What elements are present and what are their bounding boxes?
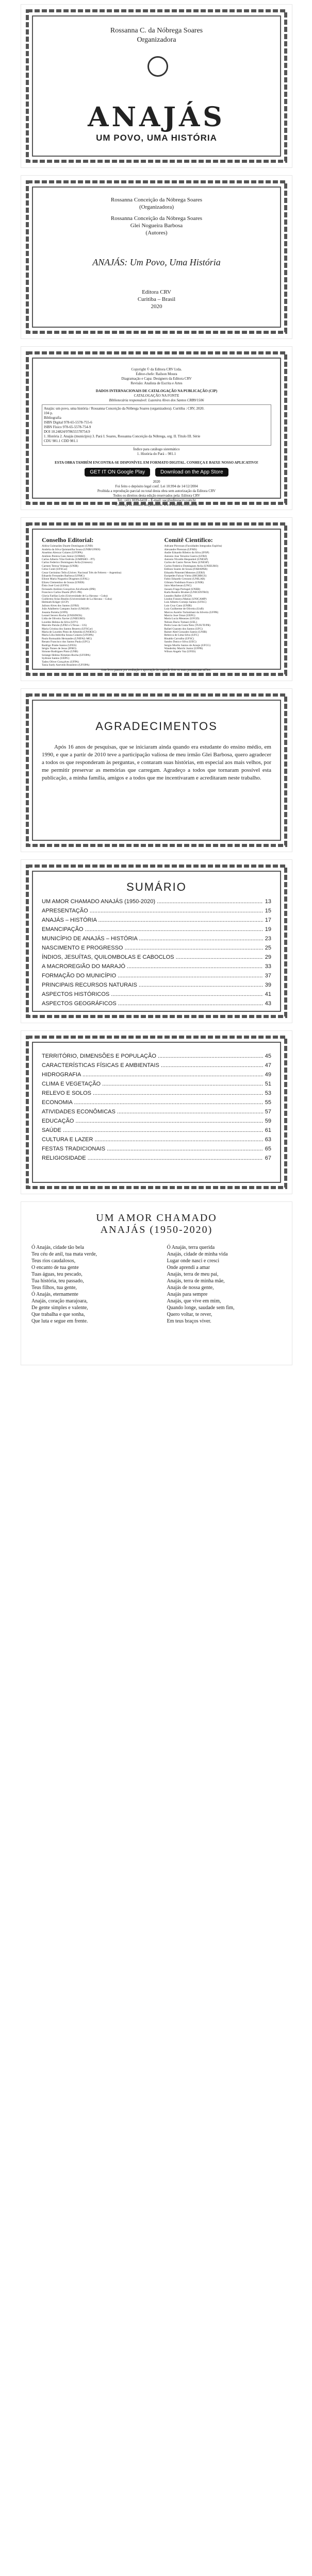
toc-entry[interactable] xyxy=(42,1070,271,1079)
scientific-member: Luis Cruz Cano (UNIR) xyxy=(164,604,192,607)
editorial-member: Maria Lília Imbiriba Sousa Colares (UFOPA) xyxy=(42,634,94,637)
scientific-member: Rinaldo Carvalho (UFSC) xyxy=(164,637,194,640)
title-role-1: (Organizadora) xyxy=(139,204,174,210)
scientific-member: Adriane Piovezan (Faculdades Integradas Espírita) xyxy=(164,545,222,548)
toc-entry[interactable] xyxy=(42,925,271,934)
index-line: 1. História do Pará – 981.1 xyxy=(137,452,176,456)
poem-line: Que trabalha e que sonha, xyxy=(31,1312,85,1317)
cover-subtitle: UM POVO, UMA HISTÓRIA xyxy=(96,133,217,143)
publisher-name: Editora CRV xyxy=(142,289,171,295)
editorial-member: Rodrigo Pratte-Santos (UFES) xyxy=(42,643,77,647)
toc-entry-page: 53 xyxy=(265,1090,271,1096)
editorial-member: Cesar Gerónimo Tello (Univer. Nacional Três de Febrero – Argentina) xyxy=(42,571,122,574)
scientific-member: Sandro Dutra e Silva (UEG) xyxy=(164,640,196,644)
toc-entry-label: EMANCIPAÇÃO ..... xyxy=(42,925,263,934)
toc-entry-label: TERRITÓRIO, DIMENSÕES E POPULAÇÃO ..... xyxy=(42,1052,263,1061)
editorial-member: Paulo Romualdo Hernandes (UNIFAL-MG) xyxy=(42,637,92,640)
poem-line: Anajás, que vive em mim, xyxy=(167,1298,221,1304)
toc-list xyxy=(42,897,271,1008)
editorial-member: João Adalberto Campato Junior (UNESP) xyxy=(42,607,89,611)
toc-page-2 xyxy=(21,1030,292,1194)
poem-line: Anajás, terra de meu pai, xyxy=(167,1272,219,1277)
toc-entry-label: MUNICÍPIO DE ANAJÁS – HISTÓRIA ..... xyxy=(42,934,263,943)
toc-entry-label: UM AMOR CHAMADO ANAJÁS (1950-2020) ..... xyxy=(42,897,263,906)
toc-entry-label: EDUCAÇÃO ..... xyxy=(42,1116,263,1126)
toc-entry-label: RELEVO E SOLOS ..... xyxy=(42,1089,263,1098)
cip-sub: CATALOGAÇÃO NA FONTE xyxy=(134,394,179,398)
toc-entry-label: APRESENTAÇÃO ..... xyxy=(42,906,263,916)
editorial-member: Tania Suely Azevedo Brasileiro (UFOPA) xyxy=(42,664,90,667)
editorial-member: Francisco Carlos Duarte (PUC-PR) xyxy=(42,591,82,595)
cip-librarian: Bibliotecária responsável: Luzenira Alves dos Santos CRB9/1506 xyxy=(109,398,204,402)
editorial-member: Celso Conti (UFSCar) xyxy=(42,568,68,571)
editorial-member: Solange Helena Ximenes-Rocha (UFOPA) xyxy=(42,653,91,657)
scientific-member: Luis Alberto Cornejo Santos (UFSC) xyxy=(164,601,207,604)
editorial-member: Helmuth Krüger (UCP) xyxy=(42,601,69,604)
publisher-year: 2020 xyxy=(151,303,162,310)
editorial-member: Antônio Pereira Gaio Júnior (UFRRJ) xyxy=(42,554,85,558)
scientific-member: Nelson Dacio Tomazi (UEL) xyxy=(164,620,198,624)
editorial-member: Marcelo Paixão (UFRJ e UTexas – US) xyxy=(42,624,87,628)
scientific-member: Gilmara Yoshihara Franco (UNIR) xyxy=(164,581,204,584)
toc-entry[interactable] xyxy=(42,971,271,980)
toc-entry-label: FORMAÇÃO DO MUNICÍPIO ..... xyxy=(42,971,263,980)
cover-role: Organizadora xyxy=(137,36,176,44)
toc-entry-label: ATIVIDADES ECONÔMICAS ..... xyxy=(42,1107,263,1116)
copyright-page xyxy=(21,346,292,510)
editorial-member: Guillermo Arias Beatón (Universidade de La Havana – Cuba) xyxy=(42,597,112,601)
editorial-member: Maria Cristina dos Santos Bezerra (UFSCar) xyxy=(42,627,93,631)
scientific-member: Marcio Jose Ornat (UEPG) xyxy=(164,614,195,617)
cip-record-line: ISBN Físico 978-65-5578-754-9 xyxy=(44,425,91,429)
toc-entry-page: 15 xyxy=(265,908,271,914)
review-note: Este livro passou por avaliação e aprovação às cegas de dois ou mais pareceristas ad hoc. xyxy=(101,669,212,672)
toc-entry[interactable] xyxy=(42,1061,271,1070)
copyright-line: Copyright © da Editora CRV Ltda. xyxy=(131,367,182,371)
toc-entry-page: 61 xyxy=(265,1127,271,1133)
scientific-member: Alexandre Pierezan (UFMS) xyxy=(164,548,197,551)
footer-line: Proibida a reprodução parcial ou total desta obra sem autorização da Editora CRV xyxy=(97,489,216,493)
google-play-button[interactable]: GET IT ON Google Play xyxy=(85,468,150,477)
title-author-3: Glei Nogueira Barbosa xyxy=(130,223,183,229)
toc-entry[interactable] xyxy=(42,1154,271,1163)
scientific-member: Lindon Fonseca Matias (UNICAMP) xyxy=(164,597,207,601)
toc-entry-page: 45 xyxy=(265,1053,271,1059)
index-title: Índice para catálogo sistemático xyxy=(133,447,180,451)
toc-entry-page: 47 xyxy=(265,1062,271,1069)
cip-record-line: ISBN Digital 978-65-5578-755-6 xyxy=(44,420,92,425)
scientific-member: Rainer Abel Gonzales Santos (UNIR) xyxy=(164,630,207,634)
app-store-button[interactable]: Download on the App Store xyxy=(155,468,228,477)
poem-line: De gente simples e valente, xyxy=(31,1305,88,1311)
toc-entry-page: 25 xyxy=(265,945,271,951)
cip-record-line: Bibliografia xyxy=(44,416,61,420)
poem-line: O encanto de tua gente xyxy=(31,1265,79,1270)
scientific-member: Leandro Baller (UFGD) xyxy=(164,594,192,598)
poem-line: Ó Anajás, cidade tão bela xyxy=(31,1245,84,1250)
editorial-member: Anselmo Alencar Colares (UFOPA) xyxy=(42,551,83,555)
editorial-member: Lídia de Oliveira Xavier (UNIEURO) xyxy=(42,617,85,621)
scientific-member: Jairo Marchesan (UNC) xyxy=(164,584,192,588)
copyright-line: Diagramação e Capa: Designers da Editora CRV xyxy=(121,377,192,381)
cip-record-line: 1. História 2. Anajás (município) 3. Pará I. Soares, Rossanna Conceição da Nóbrega, org. II. Título III. Série xyxy=(44,434,201,438)
poem-page xyxy=(21,1201,292,1365)
title-author-1: Rossanna Conceição da Nóbrega Soares xyxy=(110,197,203,203)
cip-record-line: 104 p. xyxy=(44,411,53,415)
editorial-member: Fernando Antônio Gonçalves Alcoforado (IPB) xyxy=(42,587,96,591)
poem-line: Anajás, terra de minha mãe, xyxy=(167,1278,225,1284)
toc-entry[interactable] xyxy=(42,897,271,906)
title-page xyxy=(21,175,292,339)
scientific-list xyxy=(165,545,272,653)
toc-entry-label: ANAJÁS – HISTÓRIA ..... xyxy=(42,916,263,925)
ack-text: Após 16 anos de pesquisas, que se iniciaram ainda quando era estudante do ensino médio, em 1990, e que a partir de 2010 teve a participação valiosa de meu irmão Glei Barbosa, quero agradecer a todos os que responderam às perguntas, e contaram suas histórias, em especial aos mais velhos, por me permitir preservar as memórias que carregam. Agradeço a todos que tornaram possível esta publicação, a minha família, amigos e a todos que me incentivaram e acreditaram neste trabalho. xyxy=(42,744,271,781)
poem-line: Ó Anajás, terra querida xyxy=(167,1245,215,1250)
poem-line: Anajás de nossa gente, xyxy=(167,1285,214,1291)
toc-entry-label: NASCIMENTO E PROGRESSO ..... xyxy=(42,943,263,953)
poem-line: Onde aprendi a amar xyxy=(167,1265,210,1270)
poem-line: Quero voltar, te rever, xyxy=(167,1312,212,1317)
toc-entry[interactable] xyxy=(42,916,271,925)
toc-entry-page: 63 xyxy=(265,1137,271,1143)
toc-entry[interactable] xyxy=(42,999,271,1008)
scientific-member: Sergio Murilo Santos de Araujo (UFCG) xyxy=(164,643,211,647)
toc-entry-label: ASPECTOS GEOGRÁFICOS ..... xyxy=(42,999,263,1008)
poem-line: Tua história, teu passado, xyxy=(31,1278,84,1284)
toc-entry[interactable] xyxy=(42,1089,271,1098)
toc-entry[interactable] xyxy=(42,1098,271,1107)
footer-line: 2020 xyxy=(153,480,160,484)
toc-entry[interactable] xyxy=(42,990,271,999)
poem-line: Ó Anajás, eternamente xyxy=(31,1292,78,1297)
footer-line: Foi feito o depósito legal conf. Lei 10.994 de 14/12/2004 xyxy=(115,484,198,488)
scientific-member: Edilson Soares de Souza (FABAPAR) xyxy=(164,568,208,571)
toc-entry-label: ÍNDIOS, JESUÍTAS, QUILOMBOLAS E CABOCLOS ..... xyxy=(42,953,263,962)
toc-entry-page: 39 xyxy=(265,982,271,988)
scientific-member: Rafael Guarato dos Santos (UFG) xyxy=(164,627,203,631)
toc-entry-page: 55 xyxy=(265,1099,271,1106)
publisher-logo-icon xyxy=(147,56,168,77)
scientific-member: Fabio Eduardo Cressoni (UNILAB) xyxy=(164,578,205,581)
toc-entry-page: 17 xyxy=(265,917,271,923)
editorial-member: Sydione Santos (UEPG) xyxy=(42,657,70,660)
toc-entry-label: SAÚDE ..... xyxy=(42,1126,263,1135)
poem-line: Teus rios caudalosos, xyxy=(31,1258,76,1264)
copyright-line: Editor-chefe: Railson Moura xyxy=(136,372,177,376)
footer-line: Conheça os nossos lançamentos: www.editoracrv.com.br xyxy=(115,503,198,507)
toc-entry[interactable] xyxy=(42,1079,271,1089)
editorial-member: Élsio José Corá (UFFS) xyxy=(42,584,69,588)
toc-page xyxy=(21,859,292,1023)
editorial-member: Elizeu Clementino de Souza (UNEB) xyxy=(42,581,85,584)
toc-entry-label: PRINCIPAIS RECURSOS NATURAIS ..... xyxy=(42,980,263,990)
scientific-member: Karla Rosário Brumes (UNICENTRO) xyxy=(164,591,209,595)
toc-entry-page: 51 xyxy=(265,1081,271,1087)
toc-entry[interactable] xyxy=(42,980,271,990)
toc-entry-page: 13 xyxy=(265,899,271,905)
scientific-member: Andre Eduardo Ribeiro da Silva (IFSP) xyxy=(164,551,209,555)
toc-entry[interactable] xyxy=(42,943,271,953)
poem-line: Em teus braços viver. xyxy=(167,1318,211,1324)
toc-entry[interactable] xyxy=(42,1107,271,1116)
scientific-member: Euripedes Falcao Vieira (IHGRRGS) xyxy=(164,574,207,578)
toc-entry[interactable] xyxy=(42,962,271,971)
poem-line: Tuas águas, teu pescado, xyxy=(31,1272,83,1277)
poem-line: Anajás, cidade de minha vida xyxy=(167,1251,228,1257)
title-page-title: ANAJÁS: Um Povo, Uma História xyxy=(92,257,221,267)
toc-entry[interactable] xyxy=(42,953,271,962)
toc-entry[interactable] xyxy=(42,1052,271,1061)
poem-title-1: UM AMOR CHAMADO xyxy=(96,1212,217,1224)
footer-line: Tel.: (41) 3039-6418 – E-mail: sac@editoracrv.com.br xyxy=(117,498,196,502)
editorial-council-title: Conselho Editorial: xyxy=(42,536,94,544)
ack-title: AGRADECIMENTOS xyxy=(95,720,218,733)
title-role-2: (Autores) xyxy=(145,230,168,236)
editorial-member: Carlos Alberto Vilar Estêvão (UMINHO – PT) xyxy=(42,558,95,562)
editorial-member: Simone Rodrigues Pinto (UNB) xyxy=(42,650,78,654)
scientific-member: Carlos Federico Dominguez Avila (UNIEURO) xyxy=(164,564,219,568)
editorial-member: Leonel Severo Rocha (UNISINOS) xyxy=(42,614,83,617)
poem-title-2: ANAJÁS (1950-2020) xyxy=(100,1224,213,1235)
toc-entry-page: 23 xyxy=(265,936,271,942)
editorial-member: Gloria Fariñas León (Universidade de La Havana – Cuba) xyxy=(42,594,108,598)
editorial-member: Lourdes Helena da Silva (UFV) xyxy=(42,620,78,624)
poem-line: Anajás, coração marajoara, xyxy=(31,1298,88,1304)
toc-entry-page: 67 xyxy=(265,1155,271,1161)
cover-author: Rossanna C. da Nóbrega Soares xyxy=(110,27,203,35)
editorial-member: Eduardo Fernandes Barbosa (UFMG) xyxy=(42,574,85,578)
toc-entry-label: A MACROREGIÃO DO MARAJÓ ..... xyxy=(42,962,263,971)
toc-entry[interactable] xyxy=(42,906,271,916)
poem-line: Teu céu de anil, tua mata verde, xyxy=(31,1251,97,1257)
title-author-2: Rossanna Conceição da Nóbrega Soares xyxy=(110,215,203,222)
council-page xyxy=(21,517,292,681)
scientific-member: Jussara Fraga Portugal (UNEB) xyxy=(164,587,201,591)
toc-entry[interactable] xyxy=(42,1144,271,1154)
scientific-member: Wilson Angelo Vaz (UFES) xyxy=(164,650,196,654)
scientific-member: Carlos de Castro Neves Neto (UNESP) xyxy=(164,561,209,565)
cip-record-line: DOI 10.24824/978655578754.9 xyxy=(44,430,90,434)
scientific-member: Antonio Jose Teixeira Guerra (UFRJ) xyxy=(164,554,207,558)
scientific-member: Pedro Leao da Costa Neto (TUIUTI/PR) xyxy=(164,624,210,628)
toc-list xyxy=(42,1052,271,1163)
cip-record-line: Anajás: um povo, uma história / Rossanna Conceição da Nóbrega Soares (organizadora). Curitiba : CRV, 2020. xyxy=(44,406,205,411)
digital-notice: ESTA OBRA TAMBÉM ENCONTRA-SE DISPONÍVEL EM FORMATO DIGITAL. CONHEÇA E BAIXE NOSSO APLICATIVO! xyxy=(55,461,258,465)
scientific-member: Eduardo Pimentel Menezes (UERJ) xyxy=(164,571,205,574)
footer-line: Todos os direitos desta edição reservados pela: Editora CRV xyxy=(113,494,200,498)
scientific-member: Marcos Aurelio Tarlombani da Silveira (UFPR) xyxy=(164,611,219,614)
cip-record-line: CDU 981.1 CDD 981.1 xyxy=(44,439,78,443)
editorial-list xyxy=(42,545,149,667)
toc-entry-page: 41 xyxy=(265,991,271,997)
scientific-committee-title: Comitê Científico: xyxy=(164,536,213,544)
editorial-member: Renato Francisco dos Santos Paula (UFG) xyxy=(42,640,90,644)
toc-entry-label: ASPECTOS HISTÓRICOS ..... xyxy=(42,990,263,999)
toc-entry-page: 19 xyxy=(265,926,271,933)
scientific-member: Maria Lucia Menezes (UFGD) xyxy=(164,617,200,621)
editorial-member: Andréia da Silva Quintanilha Sousa (UNIR/UFRN) xyxy=(42,548,101,551)
toc-entry[interactable] xyxy=(42,1135,271,1144)
toc-entry-label: CLIMA E VEGETAÇÃO ..... xyxy=(42,1079,263,1089)
editorial-member: Tadeu Oliver Gonçalves (UFPA) xyxy=(42,660,79,664)
editorial-member: Josania Portela (UFPI) xyxy=(42,611,68,614)
poem-column-right xyxy=(167,1244,282,1325)
toc-entry-page: 43 xyxy=(265,1001,271,1007)
toc-entry-page: 49 xyxy=(265,1072,271,1078)
toc-entry[interactable] xyxy=(42,934,271,943)
scientific-member: Wanderley Marchi Junior (UFPR) xyxy=(164,647,203,650)
toc-entry-page: 33 xyxy=(265,963,271,970)
toc-entry-page: 37 xyxy=(265,973,271,979)
toc-title: SUMÁRIO xyxy=(126,880,187,893)
toc-entry-page: 59 xyxy=(265,1118,271,1124)
editorial-member: Aldira Guimarães Duarte Domínguez (UNB) xyxy=(42,545,93,548)
cip-record-box xyxy=(42,404,271,446)
poem-line: Lugar onde nasci e cresci xyxy=(167,1258,220,1264)
toc-entry-page: 29 xyxy=(265,954,271,960)
editorial-member: Maria de Lourdes Pinto de Almeida (UNOESC) xyxy=(42,630,96,634)
toc-entry-page: 57 xyxy=(265,1109,271,1115)
publisher-city: Curitiba – Brasil xyxy=(137,296,176,302)
toc-entry[interactable] xyxy=(42,1116,271,1126)
acknowledgements-page xyxy=(21,688,292,852)
copyright-line: Revisão: Analista de Escrita e Artes xyxy=(130,381,183,385)
toc-entry[interactable] xyxy=(42,1126,271,1135)
cover-title: ANAJÁS xyxy=(88,101,225,133)
toc-entry-label: CULTURA E LAZER ..... xyxy=(42,1135,263,1144)
scientific-member: Antonio Nivaldo Hespanhol (UNESP) xyxy=(164,558,208,562)
toc-entry-page: 65 xyxy=(265,1146,271,1152)
cover-page xyxy=(21,4,292,168)
poem-line: Que luta e segue em frente. xyxy=(31,1318,88,1324)
cip-title: DADOS INTERNACIONAIS DE CATALOGAÇÃO NA PUBLICAÇÃO (CIP) xyxy=(95,389,218,393)
editorial-member: Carlos Federico Dominguez Avila (Unieuro) xyxy=(42,561,92,565)
editorial-member: Carmen Tereza Velanga (UNIR) xyxy=(42,564,78,568)
toc-entry-label: ECONOMIA ..... xyxy=(42,1098,263,1107)
poem-line: Teus filhos, tua gente, xyxy=(31,1285,77,1291)
scientific-member: Luiz Guilherme de Oliveira (UnB) xyxy=(164,607,204,611)
editorial-member: Jailson Alves dos Santos (UFRJ) xyxy=(42,604,79,607)
poem-line: Anajás para sempre xyxy=(167,1292,208,1297)
toc-entry-label: HIDROGRAFIA ..... xyxy=(42,1070,263,1079)
editorial-member: Elione Maria Nogueira Diogenes (UFAL) xyxy=(42,578,89,581)
poem-line: Quando longe, saudade sem fim, xyxy=(167,1305,235,1311)
editorial-member: Sérgio Nunes de Jesus (IFRO) xyxy=(42,647,76,650)
scientific-member: Rebecca de Lima Silva (UFC) xyxy=(164,634,199,637)
poem-column-left xyxy=(31,1244,146,1325)
toc-entry-label: FESTAS TRADICIONAIS ..... xyxy=(42,1144,263,1154)
toc-entry-label: RELIGIOSIDADE ..... xyxy=(42,1154,263,1163)
toc-entry-label: CARACTERÍSTICAS FÍSICAS E AMBIENTAIS ..... xyxy=(42,1061,263,1070)
